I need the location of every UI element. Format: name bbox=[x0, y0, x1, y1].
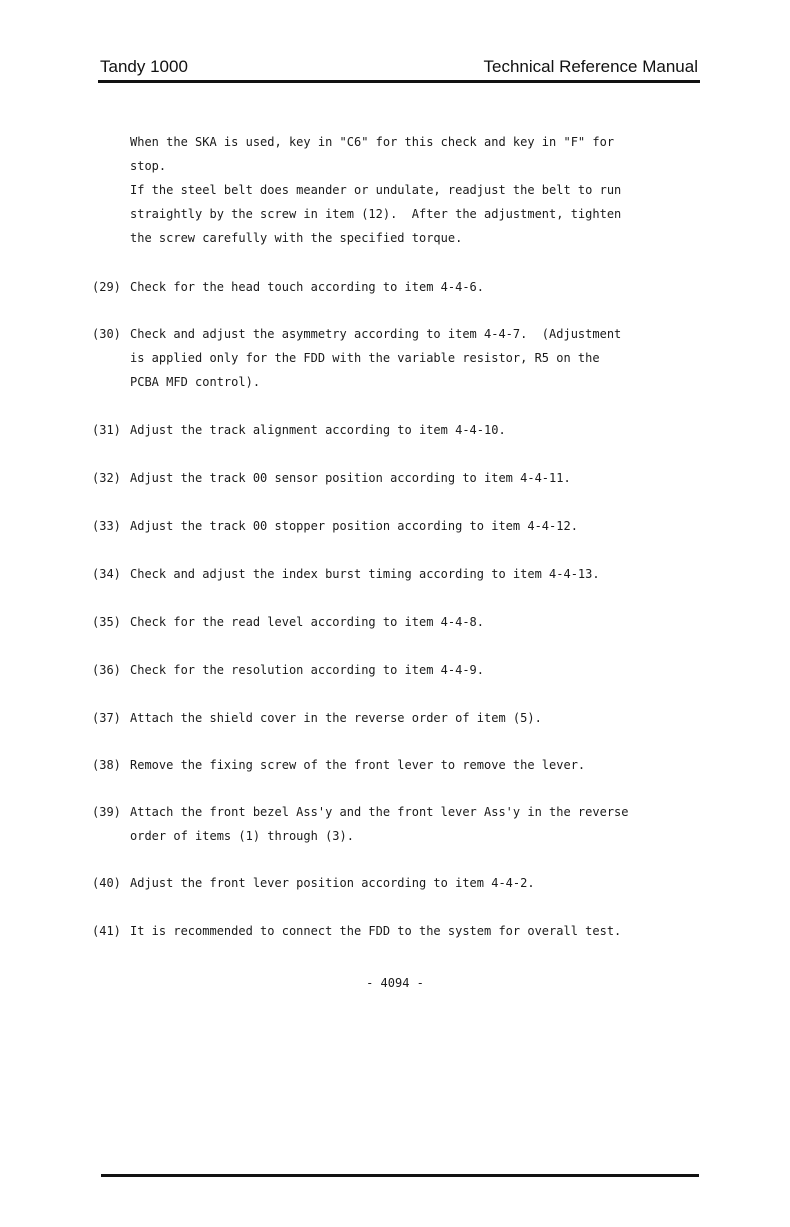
item-number: (41) bbox=[92, 924, 121, 938]
item-number: (37) bbox=[92, 711, 121, 725]
item-text: Attach the shield cover in the reverse order of item (5). bbox=[130, 711, 542, 725]
intro-line: straightly by the screw in item (12). After the adjustment, tighten bbox=[130, 207, 622, 221]
footer-rule bbox=[101, 1174, 699, 1177]
item-number: (33) bbox=[92, 519, 121, 533]
item-number: (30) bbox=[92, 327, 121, 341]
header-right-title: Technical Reference Manual bbox=[483, 57, 698, 76]
item-text: Remove the fixing screw of the front lever to remove the lever. bbox=[130, 758, 586, 772]
item-text: is applied only for the FDD with the variable resistor, R5 on the bbox=[130, 351, 600, 365]
item-number: (39) bbox=[92, 805, 121, 819]
item-number: (34) bbox=[92, 567, 121, 581]
page-number: - 4094 - bbox=[366, 976, 424, 990]
item-text: Adjust the front lever position according to item 4-4-2. bbox=[130, 876, 535, 890]
header-rule bbox=[98, 80, 700, 83]
item-text: Check for the head touch according to item 4-4-6. bbox=[130, 280, 485, 294]
intro-line: If the steel belt does meander or undulate, readjust the belt to run bbox=[130, 183, 622, 197]
item-text: Adjust the track alignment according to item 4-4-10. bbox=[130, 423, 506, 437]
item-number: (32) bbox=[92, 471, 121, 485]
item-text: It is recommended to connect the FDD to the system for overall test. bbox=[130, 924, 622, 938]
item-text: order of items (1) through (3). bbox=[130, 829, 354, 843]
item-number: (36) bbox=[92, 663, 121, 677]
item-text: Check and adjust the index burst timing according to item 4-4-13. bbox=[130, 567, 600, 581]
item-text: Attach the front bezel Ass'y and the front lever Ass'y in the reverse bbox=[130, 805, 629, 819]
item-number: (31) bbox=[92, 423, 121, 437]
item-text: Adjust the track 00 sensor position according to item 4-4-11. bbox=[130, 471, 571, 485]
intro-line: When the SKA is used, key in "C6" for this check and key in "F" for bbox=[130, 135, 615, 149]
item-text: Adjust the track 00 stopper position according to item 4-4-12. bbox=[130, 519, 578, 533]
intro-line: stop. bbox=[130, 159, 167, 173]
item-number: (40) bbox=[92, 876, 121, 890]
item-text: PCBA MFD control). bbox=[130, 375, 261, 389]
intro-line: the screw carefully with the specified torque. bbox=[130, 231, 463, 245]
item-text: Check and adjust the asymmetry according to item 4-4-7. (Adjustment bbox=[130, 327, 622, 341]
header-left-title: Tandy 1000 bbox=[100, 57, 188, 76]
item-number: (35) bbox=[92, 615, 121, 629]
item-text: Check for the read level according to item 4-4-8. bbox=[130, 615, 485, 629]
item-number: (38) bbox=[92, 758, 121, 772]
item-number: (29) bbox=[92, 280, 121, 294]
item-text: Check for the resolution according to item 4-4-9. bbox=[130, 663, 485, 677]
